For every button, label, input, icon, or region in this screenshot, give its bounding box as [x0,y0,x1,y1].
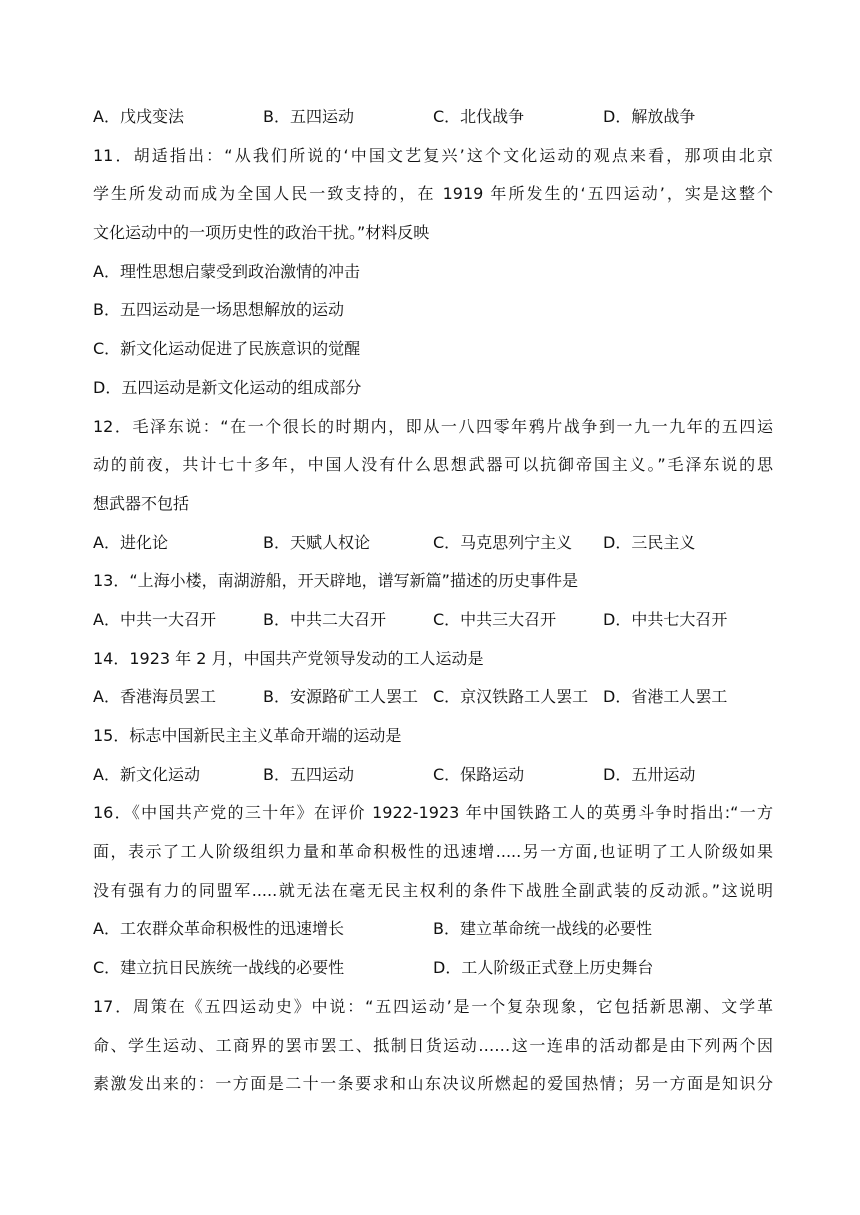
question-12 [93,408,773,563]
q12-option-d: D．三民主义 [603,532,696,552]
q14-stem-line-1: 14．1923 年 2 月，中国共产党领导发动的工人运动是 [93,648,484,668]
q16-options-row-1 [93,910,773,949]
q16-option-d: D．工人阶级正式登上历史舞台 [433,958,654,978]
q12-stem-line-1: 12．毛泽东说：“在一个很长的时期内，即从一八四零年鸦片战争到一九一九年的五四运 [93,416,773,436]
question-11 [93,137,773,408]
question-15 [93,717,773,794]
question-17 [93,988,773,1104]
q10-option-a: A．戊戌变法 [93,107,184,126]
q17-stem-line-1: 17．周策在《五四运动史》中说：“五四运动’是一个复杂现象，它包括新思潮、文学革 [93,996,773,1016]
q13-option-d: D．中共七大召开 [603,609,728,629]
q17-stem-line-3: 素激发出来的：一方面是二十一条要求和山东决议所燃起的爱国热情；另一方面是知识分 [93,1074,773,1094]
q11-stem-line-3: 文化运动中的一项历史性的政治干扰。”材料反映 [93,223,430,243]
question-14 [93,640,773,717]
question-16 [93,794,773,987]
q12-options [93,524,773,563]
q11-option-a: A．理性思想启蒙受到政治激情的冲击 [93,261,360,281]
q13-option-a: A．中共一大召开 [93,609,216,629]
q15-option-c: C．保路运动 [433,764,525,784]
q17-stem-line-2: 命、学生运动、工商界的罢市罢工、抵制日货运动……这一连串的活动都是由下列两个因 [93,1035,773,1055]
q15-option-a: A．新文化运动 [93,764,200,784]
q12-stem-line-2: 动的前夜，共计七十多年，中国人没有什么思想武器可以抗御帝国主义。”毛泽东说的思 [93,455,773,475]
q16-option-b: B．建立革命统一战线的必要性 [433,919,652,939]
q11-stem-line-2: 学生所发动而成为全国人民一致支持的，在 1919 年所发生的‘五四运动’，实是这整个 [93,184,773,204]
q14-option-d: D．省港工人罢工 [603,687,728,707]
q12-option-a: A．进化论 [93,532,168,552]
q15-option-b: B．五四运动 [263,764,354,784]
q16-options-row-2 [93,949,773,988]
q13-option-c: C．中共三大召开 [433,609,557,629]
q16-stem-line-3: 没有强有力的同盟军.....就无法在毫无民主权利的条件下战胜全副武装的反动派。”这说明 [93,880,773,900]
q12-stem-line-3: 想武器不包括 [93,493,190,513]
q14-option-b: B．安源路矿工人罢工 [263,687,418,707]
q15-stem-line-1: 15．标志中国新民主主义革命开端的运动是 [93,726,402,745]
q11-option-c: C．新文化运动促进了民族意识的觉醒 [93,339,361,359]
q12-option-b: B．天赋人权论 [263,532,370,552]
q14-option-a: A．香港海员罢工 [93,687,216,707]
exam-page [93,98,773,1104]
q13-stem-line-1: 13．“上海小楼，南湖游船，开天辟地，谱写新篇”描述的历史事件是 [93,571,578,591]
q11-stem-line-1: 11．胡适指出：“从我们所说的‘中国文艺复兴’这个文化运动的观点来看，那项由北京 [93,145,773,165]
q14-option-c: C．京汉铁路工人罢工 [433,687,589,707]
q10-options [93,98,773,137]
q14-options [93,678,773,717]
q15-option-d: D．五卅运动 [603,764,696,784]
q16-stem-line-2: 面，表示了工人阶级组织力量和革命积极性的迅速增.....另一方面,也证明了工人阶级如果 [93,842,773,862]
question-13 [93,562,773,639]
q13-options [93,601,773,640]
q16-option-a: A．工农群众革命积极性的迅速增长 [93,919,344,939]
q15-options [93,756,773,795]
q16-option-c: C．建立抗日民族统一战线的必要性 [93,958,345,978]
q13-option-b: B．中共二大召开 [263,609,386,629]
q16-stem-line-1: 16．《中国共产党的三十年》在评价 1922-1923 年中国铁路工人的英勇斗争时指出:“一方 [93,803,773,823]
q10-option-d: D．解放战争 [603,107,696,126]
q12-option-c: C．马克思列宁主义 [433,532,573,552]
q10-option-c: C．北伐战争 [433,107,525,126]
q11-option-d: D．五四运动是新文化运动的组成部分 [93,377,362,397]
q10-option-b: B．五四运动 [263,107,354,126]
q11-option-b: B．五四运动是一场思想解放的运动 [93,300,344,320]
